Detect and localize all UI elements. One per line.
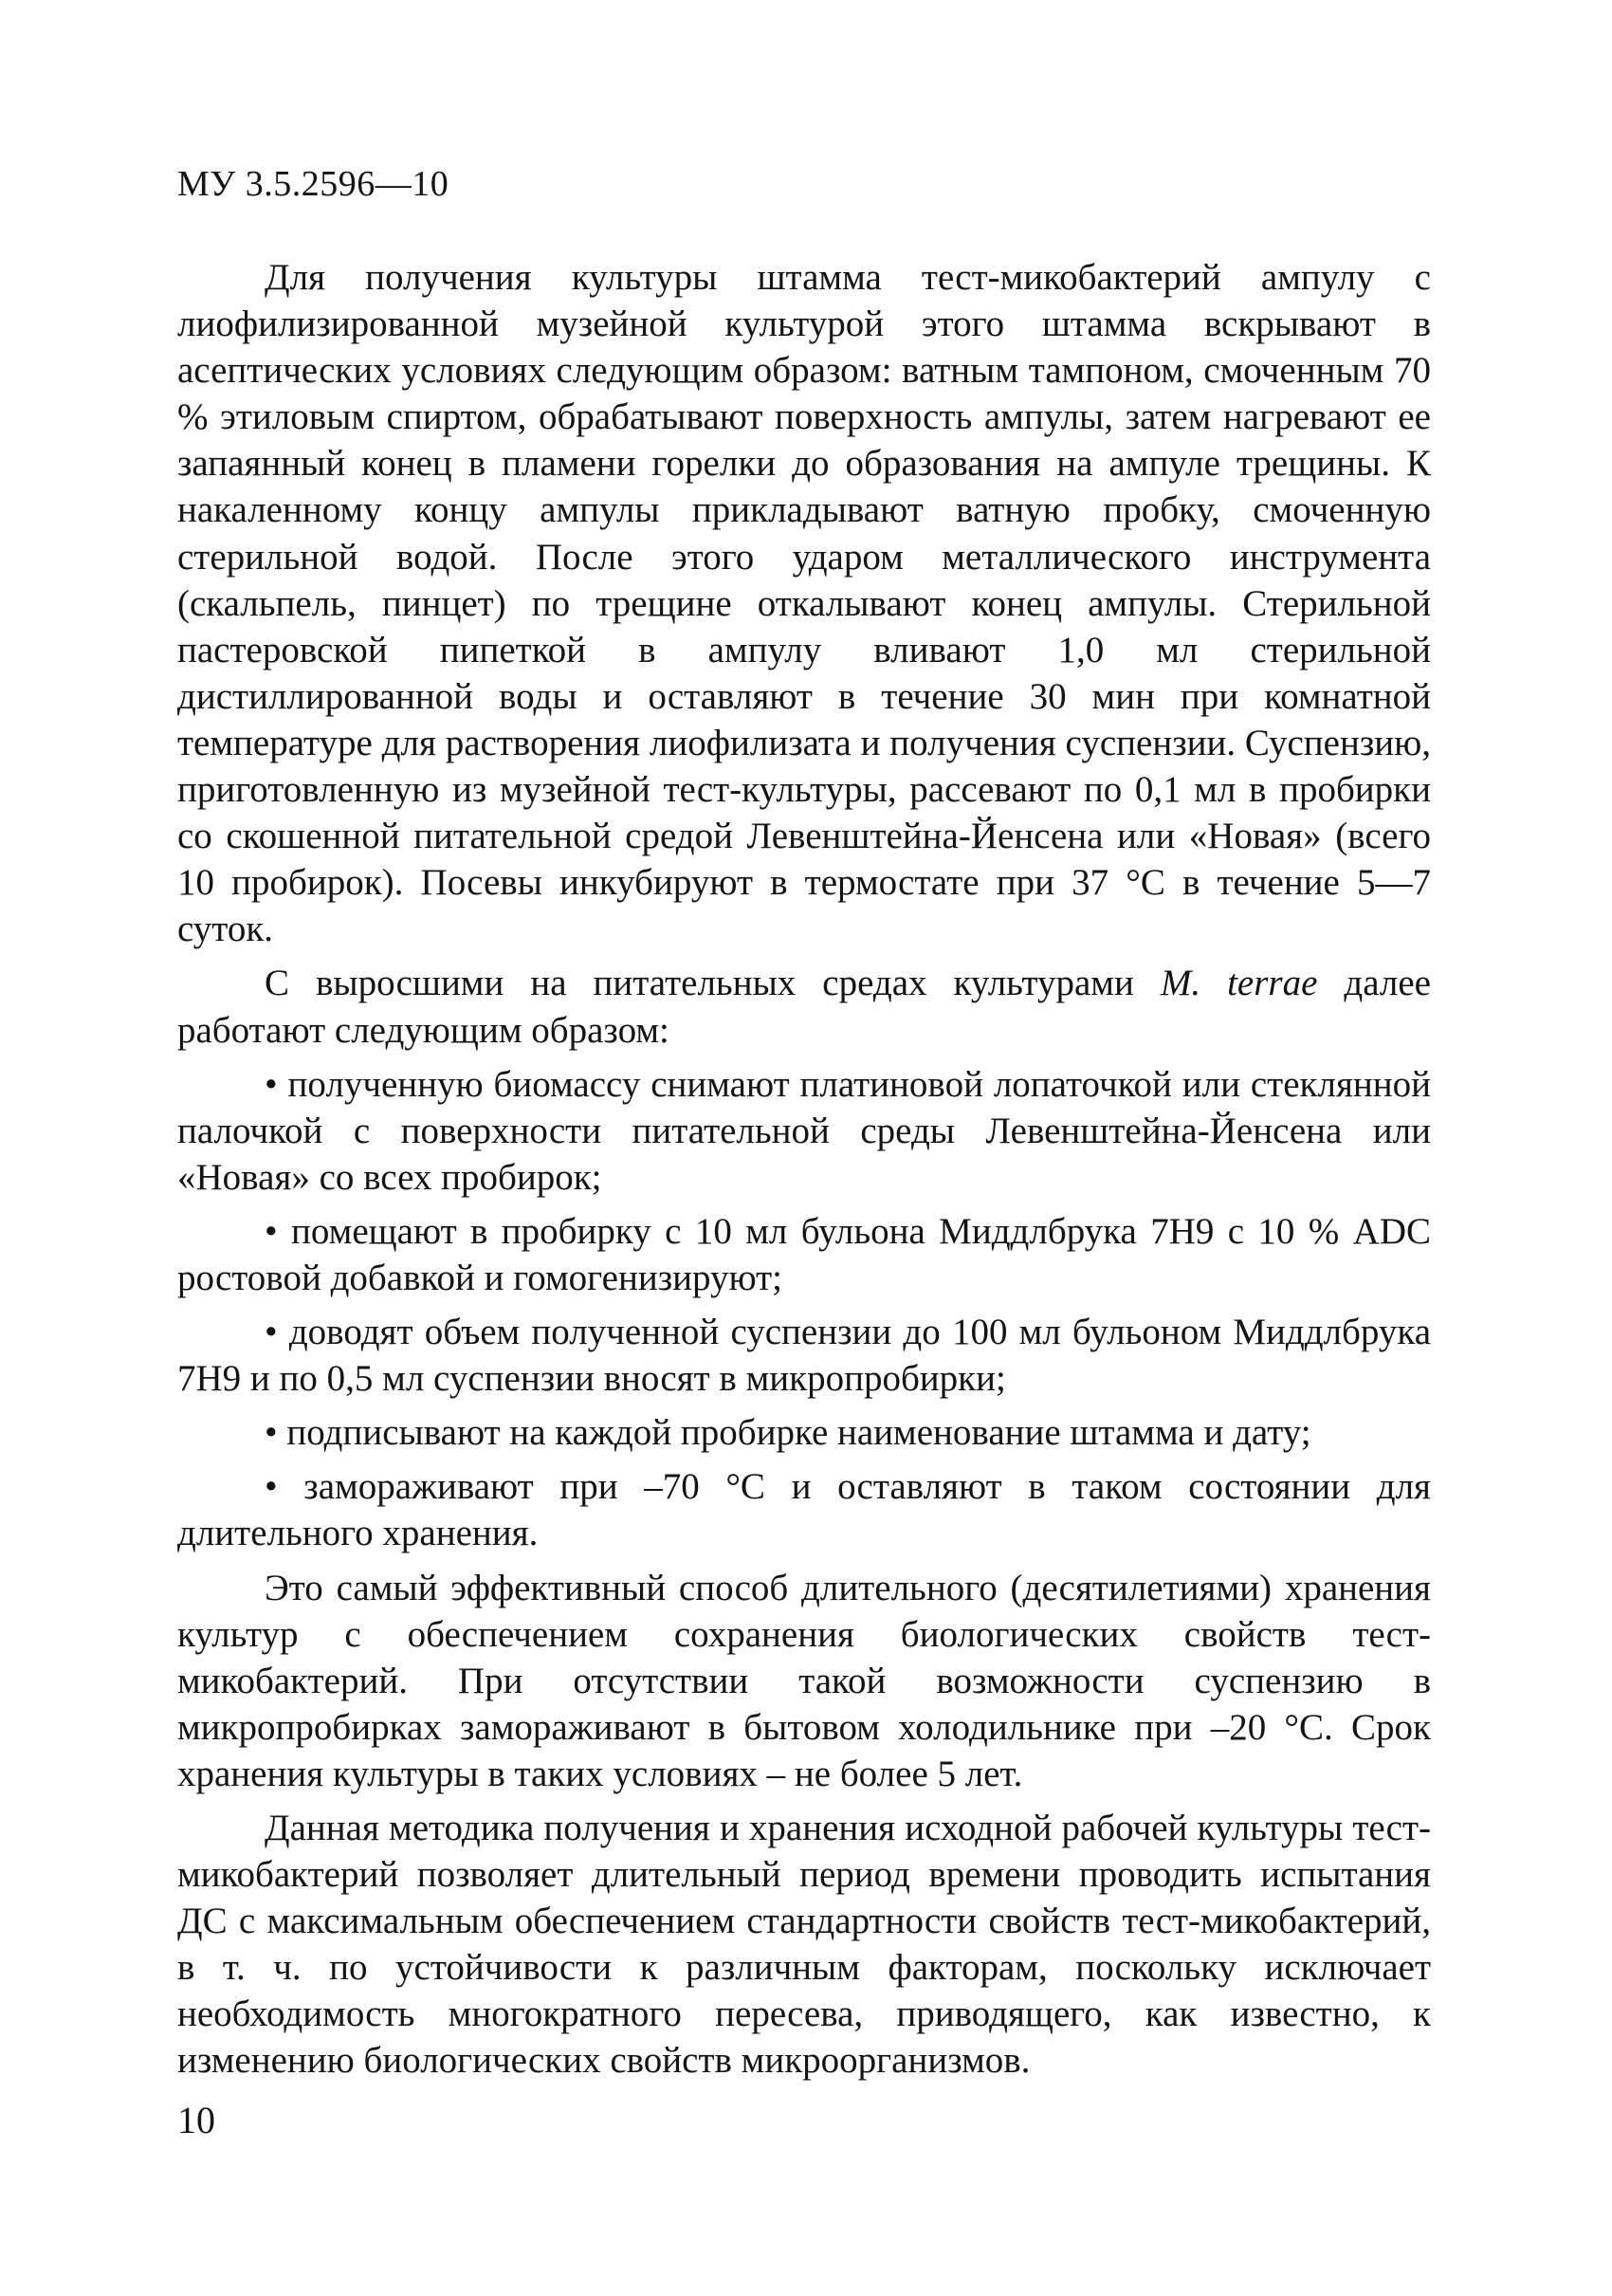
document-code-header: МУ 3.5.2596—10 (177, 164, 449, 204)
paragraph-storage-method: Это самый эффективный способ длительного (десятилетиями) хранения культур с обеспечением сохранения биологических свойств тест-микобактерий. При отсутствии такой возможности суспензию в микропробирках замораживают в бытовом холодильнике при –20 °С. Срок хранения культуры в таких условиях – не более 5 лет. (177, 1567, 1431, 1794)
document-body (177, 254, 1431, 2092)
paragraph-method-summary: Данная методика получения и хранения исходной рабочей культуры тест-микобактерий позволяет длительный период времени проводить испытания ДС с максимальным обеспечением стандартности свойств тест-микобактерий, в т. ч. по устойчивости к различным факторам, поскольку исключает необходимость многократного пересева, приводящего, как известно, к изменению биологических свойств микроорганизмов. (177, 1808, 1431, 2082)
paragraph-procedure-intro (177, 960, 1431, 1053)
list-item: • помещают в пробирку с 10 мл бульона Миддлбрука 7Н9 с 10 % ADC ростовой добавкой и гомогенизируют; (177, 1208, 1431, 1301)
procedure-intro-text-end: далее работают следующим образом: (177, 963, 1431, 1051)
list-item: • полученную биомассу снимают платиновой лопаточкой или стеклянной палочкой с поверхности питательной среды Левенштейна-Йенсена или «Новая» со всех пробирок; (177, 1061, 1431, 1201)
list-item: • подписывают на каждой пробирке наименование штамма и дату; (177, 1409, 1431, 1456)
procedure-intro-text-start: С выросшими на питательных средах культурами (265, 963, 1161, 1004)
list-item: • доводят объем полученной суспензии до 100 мл бульоном Миддлбрука 7Н9 и по 0,5 мл суспензии вносят в микропробирки; (177, 1309, 1431, 1402)
paragraph-culture-preparation: Для получения культуры штамма тест-микобактерий ампулу с лиофилизированной музейной культурой этого штамма вскрывают в асептических условиях следующим образом: ватным тампоном, смоченным 70 % этиловым спиртом, обрабатывают поверхность ампулы, затем нагревают ее запаянный конец в пламени горелки до образования на ампуле трещины. К накаленному концу ампулы прикладывают ватную пробку, смоченную стерильной водой. После этого ударом металлического инструмента (скальпель, пинцет) по трещине откалывают конец ампулы. Стерильной пастеровской пипеткой в ампулу вливают 1,0 мл стерильной дистиллированной воды и оставляют в течение 30 мин при комнатной температуре для растворения лиофилизата и получения суспензии. Суспензию, приготовленную из музейной тест-культуры, рассевают по 0,1 мл в пробирки со скошенной питательной средой Левенштейна-Йенсена или «Новая» (всего 10 пробирок). Посевы инкубируют в термостате при 37 °С в течение 5—7 суток. (177, 257, 1431, 950)
page-number: 10 (177, 2099, 215, 2141)
list-item: • замораживают при –70 °С и оставляют в таком состоянии для длительного хранения. (177, 1463, 1431, 1556)
species-name: M. terrae (1160, 963, 1318, 1004)
